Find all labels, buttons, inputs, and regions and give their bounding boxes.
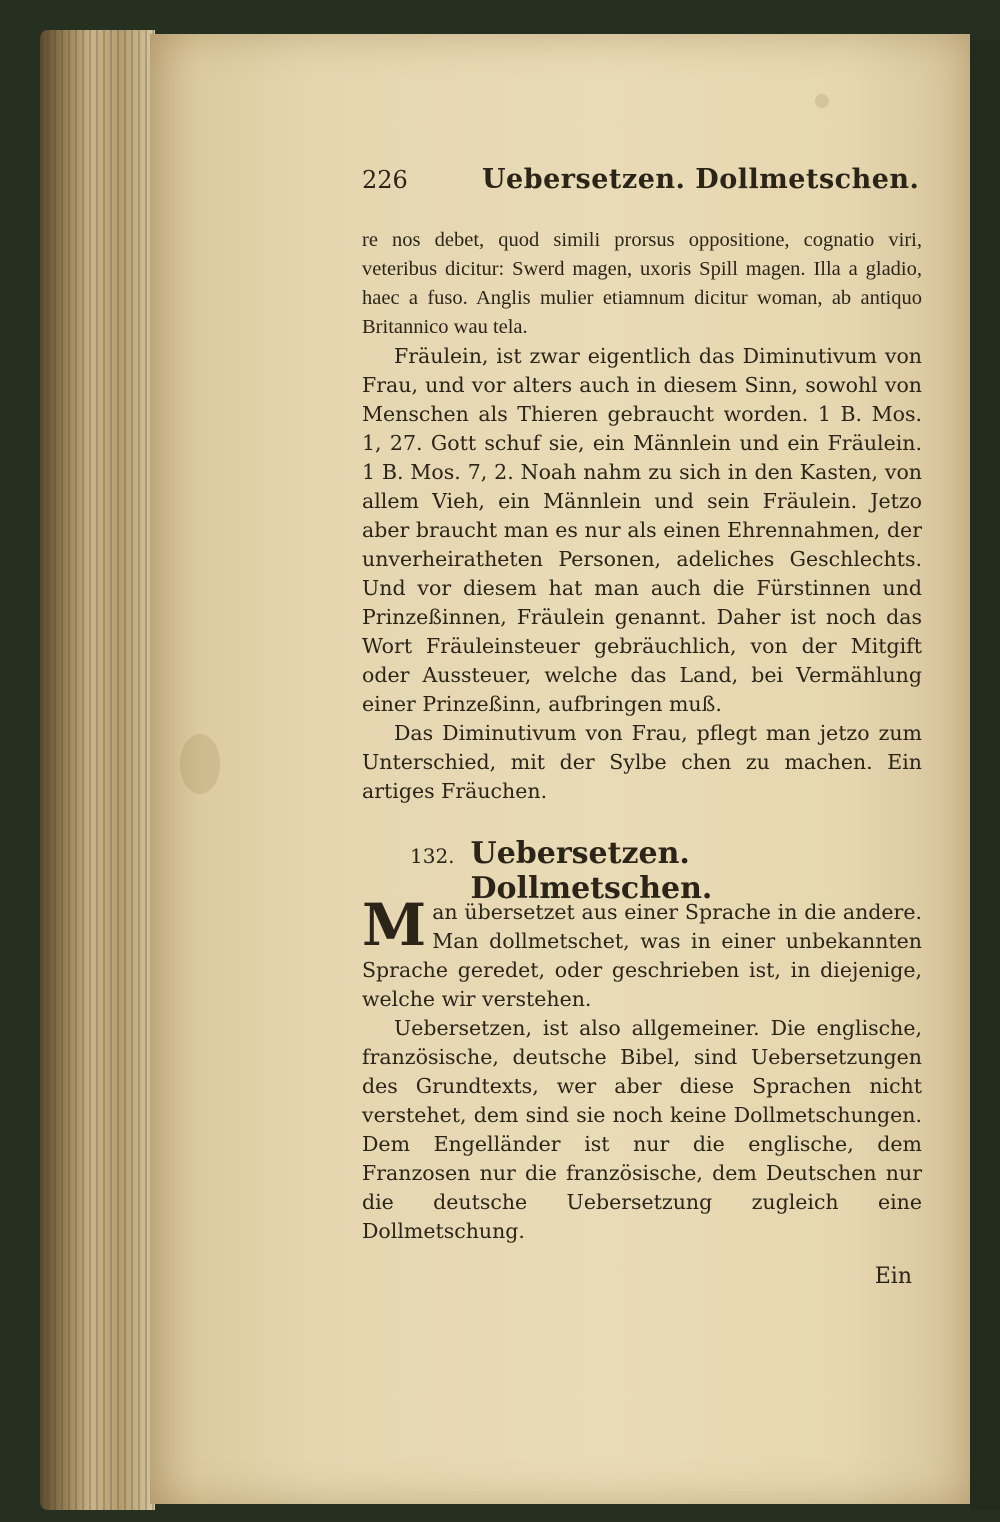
drop-cap-letter: M [362, 891, 427, 959]
section-second-paragraph: Uebersetzen, ist also allgemeiner. Die englische, französische, deutsche Bibel, sind Uebersetzungen des Grundtexts, wer aber diese Sprachen nicht verstehet, dem sind sie noch keine Dollmetschungen. Dem Engelländer ist nur die englische, dem Franzosen nur die französische, dem Deutschen nur die deutsche Uebersetzung zugleich eine Dollmetschung. [362, 1016, 922, 1243]
background-shadow [970, 40, 1000, 1510]
paper-stain [180, 734, 220, 794]
page-number: 226 [362, 166, 408, 194]
section-number: 132. [410, 844, 455, 868]
catchword: Ein [874, 1264, 912, 1289]
running-header [362, 160, 922, 200]
running-title: Uebersetzen. Dollmetschen. [482, 164, 920, 195]
page-text [362, 160, 922, 1289]
section-first-paragraph [362, 891, 922, 1014]
section-title: Uebersetzen. Dollmetschen. [470, 836, 713, 906]
fraeulein-paragraph: Fräulein, ist zwar eigentlich das Diminutivum von Frau, und vor alters auch in diesem Sinn, sowohl von Menschen als Thieren gebraucht worden. 1 B. Mos. 1, 27. Gott schuf sie, ein Männlein und ein Fräulein. 1 B. Mos. 7, 2. Noah nahm zu sich in den Kasten, von allem Vieh, ein Männlein und sein Fräulein. Jetzo aber braucht man es nur als einen Ehrennahmen, der unverheiratheten Personen, adeliches Geschlechts. Und vor diesem hat man auch die Fürstinnen und Prinzeßinnen, Fräulein genannt. Daher ist noch das Wort Fräuleinsteuer gebräuchlich, von der Mitgift oder Aussteuer, welche das Land, bei Vermählung einer Prinzeßinn, aufbringen muß. [362, 344, 922, 716]
book-page-edges [40, 30, 155, 1510]
paper-stain [815, 94, 829, 108]
section-heading [362, 836, 922, 906]
first-paragraph-text: an übersetzet aus einer Sprache in die andere. Man dollmetschet, was in einer unbekannten Sprache geredet, oder geschrieben ist, in diejenige, welche wir verstehen. [362, 900, 922, 1011]
latin-paragraph: re nos debet, quod simili prorsus oppositione, cognatio viri, veteribus dicitur: Swerd magen, uxoris Spill magen. Illa a gladio, haec a fuso. Anglis mulier etiamnum dicitur woman, ab antiquo Britannico wau tela. [362, 229, 922, 338]
fraeuchen-paragraph: Das Diminutivum von Frau, pflegt man jetzo zum Unterschied, mit der Sylbe chen zu machen. Ein artiges Fräuchen. [362, 721, 922, 803]
